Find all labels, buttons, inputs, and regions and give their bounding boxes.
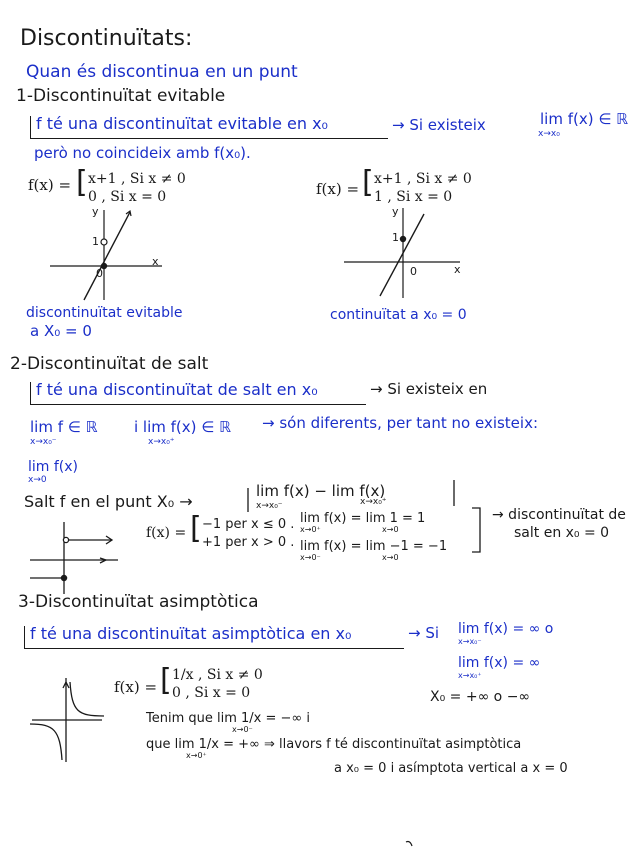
s3-x0-line: X₀ = +∞ o −∞ [430, 689, 531, 705]
s2-line3-sub: x→0 [28, 475, 47, 485]
g2-ylabel: y [392, 205, 399, 218]
s2-line2c: → són diferents, per tant no existeix: [262, 414, 539, 432]
func2-bracket: [ [362, 165, 374, 200]
g1-caption-1: discontinuïtat evitable [26, 305, 183, 321]
s3-lim-b-sub: x→x₀⁺ [458, 671, 482, 680]
g1-xlabel: x [152, 255, 159, 268]
s3-que: que lim 1/x = +∞ ⇒ llavors f té discontinuïtat asimptòtica [146, 737, 522, 752]
s2-def-if: → Si existeix en [370, 380, 488, 398]
s2-conclusion-1: → discontinuïtat de [492, 507, 626, 523]
s3-func-row1: 1/x , Si x ≠ 0 [172, 667, 263, 683]
graph-continuous [344, 205, 460, 298]
s2-func-row2: +1 per x > 0 . [202, 535, 295, 550]
section-1-heading: 1-Discontinuïtat evitable [16, 86, 226, 106]
g1-one: 1 [92, 235, 99, 248]
s3-func-row2: 0 , Si x = 0 [172, 685, 251, 701]
g1-line [84, 212, 130, 300]
g2-one: 1 [392, 231, 399, 244]
s2-conclusion-2: salt en x₀ = 0 [514, 525, 610, 541]
s1-box-bar [30, 116, 31, 138]
func2-lhs: f(x) = [316, 180, 360, 198]
s2-func-lhs: f(x) = [146, 525, 187, 541]
s1-def-if: → Si existeix [392, 116, 486, 134]
s2-lim1-sub2: x→0 [382, 525, 399, 534]
s2-line2b-sub: x→x₀⁺ [148, 437, 175, 447]
s2-func-bracket: [ [190, 511, 202, 546]
s2-line2a: lim f ∈ ℝ [30, 418, 98, 436]
func2-row2: 1 , Si x = 0 [374, 189, 453, 205]
s3-definition: f té una discontinuïtat asimptòtica en x₀ [30, 624, 352, 643]
s2-lim2: lim f(x) = lim −1 = −1 [300, 539, 448, 554]
func2-row1: x+1 , Si x ≠ 0 [374, 171, 472, 187]
func1-bracket: [ [76, 165, 88, 200]
s2-line3: lim f(x) [28, 459, 79, 475]
s2-lim1: lim f(x) = lim 1 = 1 [300, 511, 426, 526]
s3-lim-a: lim f(x) = ∞ o [458, 621, 554, 637]
s2-lim2-sub: x→0⁻ [300, 553, 321, 562]
g3-closed [61, 575, 66, 580]
s3-func-lhs: f(x) = [114, 678, 158, 696]
s3-last: a x₀ = 0 i asímptota vertical a x = 0 [334, 761, 568, 776]
s2-lim1-sub: x→0⁺ [300, 525, 321, 534]
s3-tenim-sub: x→0⁻ [232, 725, 253, 734]
g2-caption: continuïtat a x₀ = 0 [330, 307, 467, 323]
s2-lim2-sub2: x→0 [382, 553, 399, 562]
limits-right-bracket [472, 508, 480, 552]
bottom-mark [406, 842, 412, 847]
s3-underline [24, 648, 404, 649]
g4-right-branch [70, 682, 104, 716]
s2-definition: f té una discontinuïtat de salt en x₀ [36, 380, 318, 399]
func1-row2: 0 , Si x = 0 [88, 189, 167, 205]
s3-lim-a-sub: x→x₀⁻ [458, 637, 482, 646]
s2-line2b: i lim f(x) ∈ ℝ [134, 418, 231, 436]
s2-line2a-sub: x→x₀⁻ [30, 437, 57, 447]
s1-definition: f té una discontinuïtat evitable en x₀ [36, 114, 328, 133]
graph-jump [30, 522, 118, 594]
s2-func-row1: −1 per x ≤ 0 . [202, 517, 295, 532]
s2-salt-sub-1: x→x₀⁻ [256, 501, 283, 511]
graph-evitable [50, 210, 162, 300]
page-title: Discontinuïtats: [20, 26, 193, 51]
g1-hole [101, 239, 107, 245]
section-3-heading: 3-Discontinuïtat asimptòtica [18, 592, 259, 612]
graph-asymptotic [30, 678, 104, 762]
s2-salt-sub-2: x→x₀⁺ [360, 497, 387, 507]
intro-line: Quan és discontinua en un punt [26, 62, 298, 82]
s2-underline [30, 404, 366, 405]
s1-line2: però no coincideix amb f(x₀). [34, 144, 251, 162]
s3-que-sub: x→0⁺ [186, 751, 207, 760]
s3-def-if: → Si [408, 624, 440, 642]
g1-caption-2: a X₀ = 0 [30, 322, 92, 340]
s3-tenim: Tenim que lim 1/x = −∞ i [146, 711, 310, 726]
g2-line [380, 214, 424, 296]
s2-salt-text: Salt f en el punt X₀ → [24, 492, 193, 511]
section-2-heading: 2-Discontinuïtat de salt [10, 354, 209, 374]
s1-underline [30, 138, 388, 139]
s3-func-bracket: [ [160, 663, 172, 698]
g3-open [63, 537, 68, 542]
g2-zero: 0 [410, 265, 417, 278]
s2-salt-expr: lim f(x) − lim f(x) [256, 482, 386, 500]
func1-row1: x+1 , Si x ≠ 0 [88, 171, 186, 187]
g2-xlabel: x [454, 263, 461, 276]
g4-left-branch [30, 724, 62, 760]
s3-lim-b: lim f(x) = ∞ [458, 655, 541, 671]
s2-box-bar [30, 382, 31, 404]
s1-def-lim: lim f(x) ∈ ℝ [540, 110, 629, 128]
g1-zero: 0 [96, 267, 103, 280]
g1-ylabel: y [92, 205, 99, 218]
s3-box-bar [24, 626, 25, 648]
s1-def-lim-sub: x→x₀ [538, 129, 560, 139]
g2-point [400, 236, 405, 241]
func1-lhs: f(x) = [28, 176, 72, 194]
